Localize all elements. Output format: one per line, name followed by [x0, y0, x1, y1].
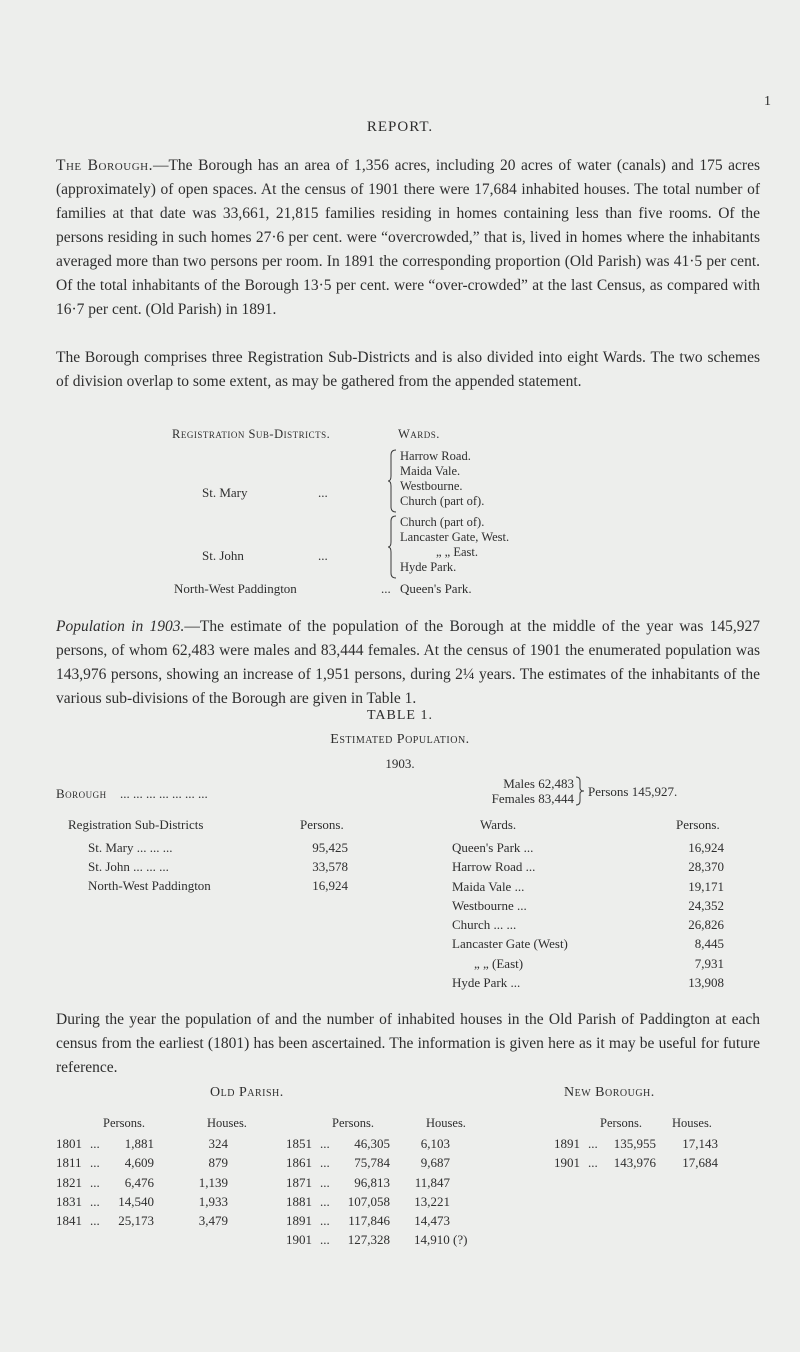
nw-paddington-ward: Queen's Park.	[400, 581, 472, 596]
st-john-brace	[388, 515, 398, 579]
report-heading: REPORT.	[366, 119, 434, 135]
paragraph-lead: Population in 1903.	[56, 618, 185, 635]
table-row: Harrow Road ... 28,370	[452, 859, 724, 875]
table-row: North-West Paddington 16,924	[88, 878, 348, 893]
table-row: Queen's Park ... 16,924	[452, 840, 724, 855]
table-row: 1821 ... 6,476 1,139	[56, 1174, 228, 1190]
table-row: 1831 ... 14,540 1,933	[56, 1193, 228, 1209]
table-row: 1901 ... 127,328 14,910 (?)	[286, 1232, 468, 1248]
nw-paddington-label: North-West Paddington	[174, 581, 297, 596]
females-value: Females 83,444	[491, 791, 574, 806]
sex-breakdown	[466, 776, 574, 806]
table-row: Maida Vale ... 19,171	[452, 878, 724, 894]
st-john-dots: ...	[318, 548, 328, 563]
col-persons-label: Persons.	[600, 1116, 643, 1130]
wards-table	[452, 838, 742, 992]
col-persons-label: Persons.	[103, 1116, 146, 1130]
table-row: 1851 ... 46,305 6,103	[286, 1136, 450, 1151]
persons-total: Persons 145,927.	[588, 784, 678, 799]
paragraph-lead: The Borough.	[56, 157, 153, 174]
table-row: Lancaster Gate (West) 8,445	[452, 936, 724, 952]
ward-item: Maida Vale.	[400, 464, 461, 478]
paragraph-population	[56, 615, 760, 711]
st-mary-label: St. Mary	[202, 485, 248, 500]
table-row: Hyde Park ... 13,908	[452, 975, 724, 991]
table1-year: 1903.	[385, 756, 415, 771]
reg-persons-header: Persons.	[300, 817, 344, 832]
table-row: 1811 ... 4,609 879	[56, 1155, 228, 1171]
table1-title: TABLE 1.	[367, 708, 433, 723]
st-john-wards	[400, 515, 509, 575]
borough-label: Borough	[56, 786, 107, 801]
borough-dots: ... ... ... ... ... ... ...	[120, 786, 208, 801]
paragraph-borough	[56, 154, 760, 322]
col-houses-label: Houses.	[672, 1116, 712, 1130]
table-row: 1871 ... 96,813 11,847	[286, 1174, 450, 1190]
page-number: 1	[764, 94, 771, 109]
table1-subtitle: Estimated Population.	[330, 732, 470, 747]
table-row: Westbourne ... 24,352	[452, 897, 724, 913]
division-col2-header: Wards.	[398, 427, 440, 441]
table-row: Church ... ... 26,826	[452, 917, 724, 933]
old-parish-header: Old Parish.	[210, 1085, 284, 1100]
ward-item: Westbourne.	[400, 479, 463, 493]
paragraph-divisions: The Borough comprises three Registration Sub-Districts and is also divided into eight Wards. The two schemes of division overlap to some extent, as may be gathered from the appended statement.	[56, 349, 760, 390]
table-row: 1891 ... 117,846 14,473	[286, 1213, 450, 1229]
col-houses-label: Houses.	[426, 1116, 466, 1130]
table-row: 1901 ... 143,976 17,684	[554, 1155, 718, 1171]
col-houses-label: Houses.	[207, 1116, 247, 1130]
reg-header: Registration Sub-Districts	[68, 817, 204, 832]
ward-item: Harrow Road.	[400, 449, 471, 463]
nw-paddington-dots: ...	[381, 581, 391, 596]
new-borough-header: New Borough.	[564, 1085, 655, 1100]
ward-item: Lancaster Gate, West.	[400, 530, 510, 544]
ward-item: „ „ East.	[436, 545, 478, 559]
division-col1-header: Registration Sub-Districts.	[172, 427, 331, 441]
old-parish-right-table	[286, 1134, 516, 1250]
table-row: „ „ (East) 7,931	[474, 955, 724, 971]
st-john-label: St. John	[202, 548, 244, 563]
reg-table	[88, 838, 368, 895]
ward-item: Hyde Park.	[400, 560, 457, 574]
wards-persons-header: Persons.	[676, 817, 720, 832]
table-row: St. John ... ... ... 33,578	[88, 859, 348, 874]
col-persons-label: Persons.	[332, 1116, 375, 1130]
table-row: St. Mary ... ... ... 95,425	[88, 840, 348, 855]
paragraph-body: —The estimate of the population of the Borough at the middle of the year was 145,927 persons, of whom 62,483 were males and 83,444 females. At the census of 1901 the enumerated population was 143,976 persons, showing an increase of 1,951 persons, during 2¼ years. The estimates of the inhabitants of the various sub-divisions of the Borough are given in Table 1.	[56, 618, 760, 707]
table-row: 1801 ... 1,881 324	[56, 1136, 228, 1151]
wards-header: Wards.	[480, 817, 517, 832]
males-value: Males 62,483	[503, 776, 574, 791]
paragraph-census: During the year the population of and the number of inhabited houses in the Old Parish of Paddington at each census from the earliest (1801) has been ascertained. The information is given here as it may be useful for future reference.	[56, 1011, 760, 1076]
old-parish-left-table	[56, 1134, 246, 1230]
st-mary-brace	[388, 449, 398, 513]
new-borough-table	[554, 1134, 754, 1173]
sex-brace	[576, 776, 584, 806]
table-row: 1861 ... 75,784 9,687	[286, 1155, 450, 1171]
table-row: 1881 ... 107,058 13,221	[286, 1193, 450, 1209]
paragraph-body: —The Borough has an area of 1,356 acres, including 20 acres of water (canals) and 175 acres (approximately) of open spaces. At the census of 1901 there were 17,684 inhabited houses. The total number of families at that date was 33,661, 21,815 families residing in homes containing less than five rooms. Of the persons residing in such homes 27·6 per cent. were “overcrowded,” that is, lived in homes where the inhabitants averaged more than two persons per room. In 1891 the corresponding proportion (Old Parish) was 41·5 per cent. Of the total inhabitants of the Borough 13·5 per cent. were “over-crowded” at the last Census, as compared with 16·7 per cent. (Old Parish) in 1891.	[56, 157, 760, 318]
ward-item: Church (part of).	[400, 494, 485, 508]
st-mary-wards	[400, 449, 484, 509]
table-row: 1841 ... 25,173 3,479	[56, 1213, 228, 1229]
st-mary-dots: ...	[318, 485, 328, 500]
ward-item: Church (part of).	[400, 515, 485, 529]
table-row: 1891 ... 135,955 17,143	[554, 1136, 718, 1151]
